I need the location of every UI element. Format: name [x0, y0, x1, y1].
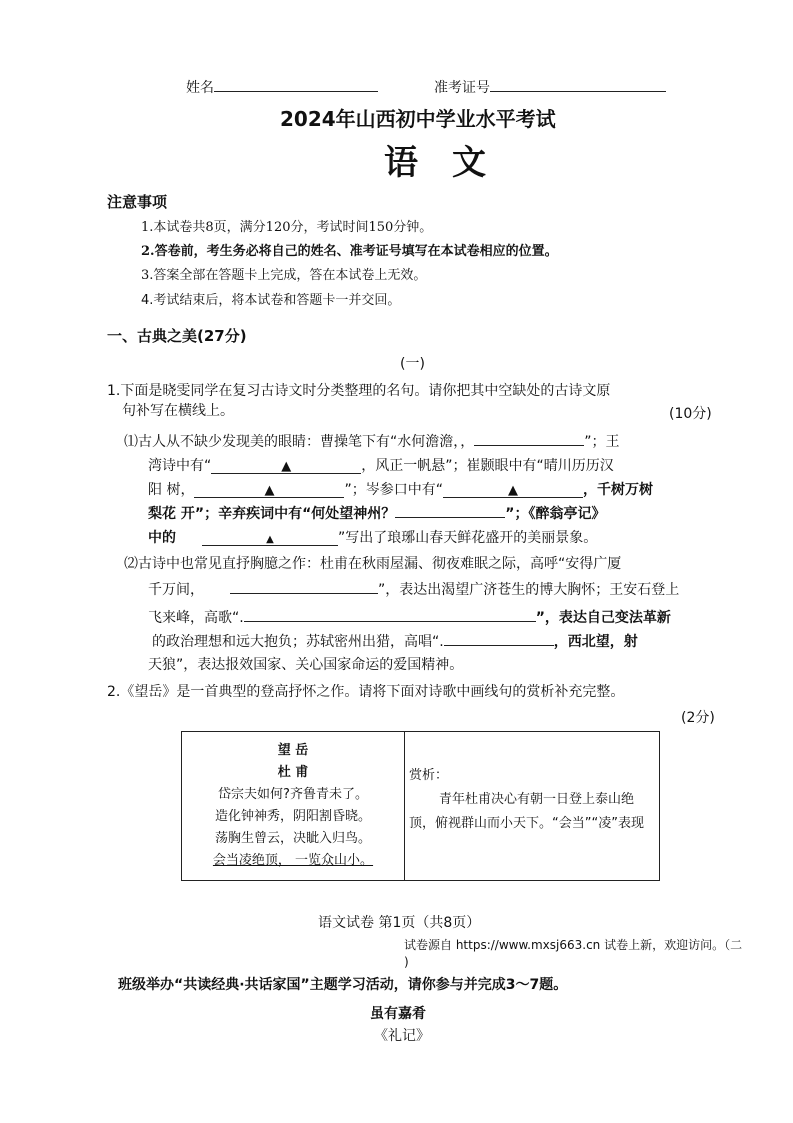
answer-blank[interactable] [395, 502, 505, 518]
answer-blank[interactable] [230, 578, 378, 594]
q2-score: (2分) [681, 710, 715, 726]
poem-table [181, 731, 660, 881]
answer-blank[interactable] [244, 606, 536, 622]
triangle-icon: ▲ [507, 483, 518, 498]
analysis-label: 赏析： [409, 768, 449, 783]
q1-p2-line: 千万间， ”，表达出渴望广济苍生的博大胸怀；王安石登上 [148, 578, 679, 599]
ticket-label: 准考证号 [434, 80, 490, 96]
q1-p2-line: 天狼”，表达报效国家、关心国家命运的爱国精神。 [148, 657, 464, 673]
section-sub: (一) [400, 356, 425, 372]
q1-p1-line: 梨花 开”；辛弃疾词中有“何处望神州？ ”；《醉翁亭记》 [148, 502, 605, 523]
notes-heading: 注意事项 [107, 193, 168, 211]
subject-title: 语 文 [384, 143, 486, 183]
q1-p2-line: 的政治理想和远大抱负；苏轼密州出猎，高唱“. ，西北望，射 [152, 630, 638, 651]
name-label: 姓名 [186, 80, 214, 96]
q1-p1-line: ⑴古人从不缺少发现美的眼睛：曹操笔下有“水何澹澹，， ”；王 [124, 430, 620, 451]
analysis-text: 顶，俯视群山而小天下。“会当”“凌”表现 [409, 816, 644, 831]
answer-blank[interactable] [194, 482, 344, 498]
poem-cell [182, 732, 405, 881]
source-note-cont: ) [404, 955, 409, 969]
poem-line: 造化钟神秀，阴阳割昏晓。 [214, 809, 371, 824]
poem-title: 望 岳 [277, 743, 309, 758]
text-source: 《礼记》 [374, 1028, 430, 1044]
answer-blank[interactable] [202, 530, 338, 546]
q1-p2-line: ⑵古诗中也常见直抒胸臆之作：杜甫在秋雨屋漏、彻夜难眠之际，高呼“安得广厦 [124, 556, 622, 572]
note-item: 3.答案全部在答题卡上完成，答在本试卷上无效。 [141, 268, 427, 283]
answer-blank[interactable] [211, 458, 361, 474]
ticket-blank[interactable] [490, 76, 666, 92]
analysis-cell [405, 732, 660, 881]
name-blank[interactable] [214, 76, 378, 92]
activity-intro: 班级举办“共读经典·共话家国”主题学习活动，请你参与并完成3～7题。 [118, 977, 568, 993]
poem-author: 杜 甫 [277, 765, 309, 780]
name-field [186, 76, 378, 97]
q1-p2-line: 飞来峰，高歌“. ”，表达自己变法革新 [148, 606, 671, 627]
text-title: 虽有嘉肴 [370, 1006, 426, 1022]
source-note: 试卷源自 https://www.mxsj663.cn 试卷上新，欢迎访问。（二 [404, 938, 743, 952]
triangle-icon: ▲ [281, 459, 292, 474]
triangle-icon: ▲ [266, 534, 274, 545]
section-heading: 一、古典之美(27分) [107, 327, 247, 345]
page-info: 语文试卷 第1页（共8页） [318, 915, 481, 931]
ticket-field [434, 76, 666, 97]
poem-line: 荡胸生曾云，决眦入归鸟。 [214, 831, 371, 846]
q1-score: (10分) [669, 406, 712, 422]
triangle-icon: ▲ [264, 483, 275, 498]
poem-line: 岱宗夫如何?齐鲁青未了。 [218, 787, 368, 802]
q1-intro: 句补写在横线上。 [122, 403, 234, 419]
poem-line-underlined: 会当凌绝顶， 一览众山小。 [212, 853, 374, 868]
q1-p1-line: 中的 ▲ ”写出了琅琊山春天鲜花盛开的美丽景象。 [148, 530, 598, 546]
exam-title: 2024年山西初中学业水平考试 [280, 107, 556, 131]
answer-blank[interactable] [474, 430, 584, 446]
q2-intro: 2.《望岳》是一首典型的登高抒怀之作。请将下面对诗歌中画线句的赏析补充完整。 [107, 684, 625, 700]
q1-intro: 1.下面是晓雯同学在复习古诗文时分类整理的名句。请你把其中空缺处的古诗文原 [107, 383, 611, 399]
analysis-text: 青年杜甫决心有朝一日登上泰山绝 [439, 792, 635, 807]
note-item: 4.考试结束后，将本试卷和答题卡一并交回。 [141, 293, 401, 308]
answer-blank[interactable] [443, 482, 583, 498]
answer-blank[interactable] [444, 630, 554, 646]
note-item: 1.本试卷共8页，满分120分，考试时间150分钟。 [141, 220, 433, 235]
note-item: 2.答卷前，考生务必将自己的姓名、准考证号填写在本试卷相应的位置。 [141, 244, 558, 259]
q1-p1-line: 湾诗中有“ ▲ ，风正一帆悬”；崔颢眼中有“晴川历历汉 [148, 458, 614, 474]
q1-p1-line: 阳 树， ▲ ”；岑参口中有“ ▲ ，千树万树 [148, 482, 653, 498]
